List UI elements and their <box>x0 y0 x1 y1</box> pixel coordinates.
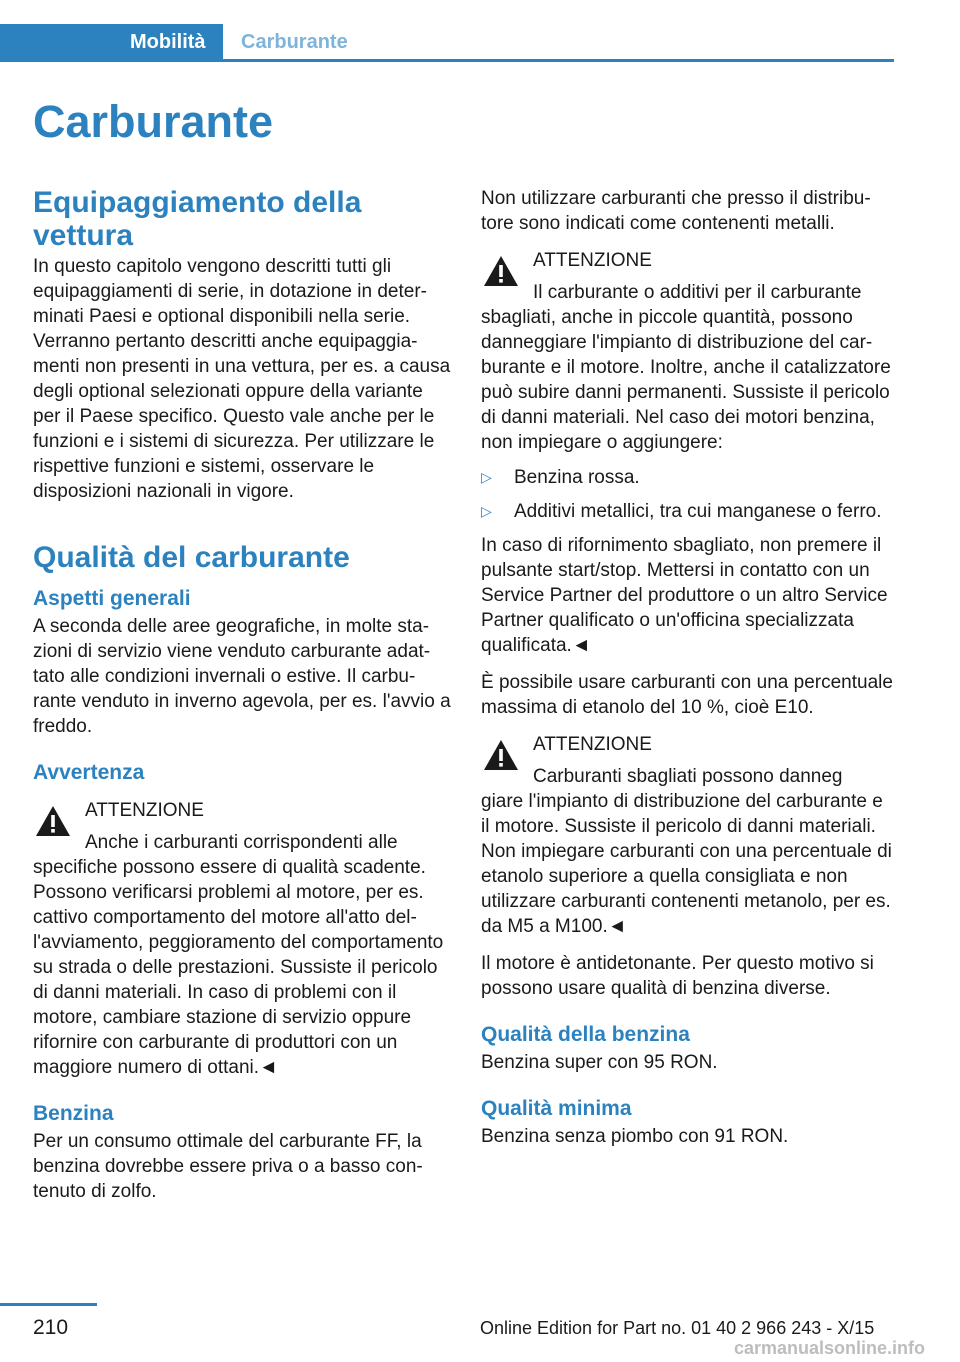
paragraph-equipaggiamento: In questo capitolo vengono descritti tutti gli equipaggiamenti di serie, in dotazione in determinati Paesi e optional disponibili nella serie. Verranno pertanto descritti anche equipaggiamenti non presenti in una vettura, per es. a causa degli optional selezionati oppure della variante per il Paese specifico. Questo vale anche per le funzioni e i sistemi di sicurezza. Per utilizzare le rispettive funzioni e sistemi, osservare le disposizioni nazionali in vigore. <box>33 256 451 502</box>
list-item-text: Additivi metallici, tra cui manganese o ferro. <box>514 501 882 522</box>
paragraph-qualita-benzina: Benzina super con 95 RON. <box>481 1052 718 1073</box>
paragraph-metalli: Non utilizzare carburanti che presso il distributore sono indicati come contenenti metalli. <box>481 188 871 234</box>
left-column <box>33 186 451 1204</box>
watermark-text: carmanualsonline.info <box>734 1338 926 1358</box>
triangle-bullet-icon: ▷ <box>481 503 492 519</box>
paragraph-aspetti-generali: A seconda delle aree geografiche, in molte stazioni di servizio viene venduto carburante adattato alle condizioni invernali o estive. Il carburante venduto in inverno agevola, per es. l'avvio a freddo. <box>33 616 451 737</box>
warning-text: specifiche possono essere di qualità scadente. Possono verificarsi problemi al motore, per es. cattivo comportamento del motore all'atto dell'avviamento, peggioramento del comportamento su strada o delle prestazioni. Sussiste il pericolo di danni materiali. In caso di problemi con il motore, cambiare stazione di servizio oppure rifornire con carburante di produttori con un maggiore numero di ottani.◄ <box>33 857 444 1078</box>
paragraph-etanolo: È possibile usare carburanti con una percentuale massima di etanolo del 10 %, cioè E10. <box>481 672 893 718</box>
page-title: Carburante <box>33 96 274 147</box>
warning-first-line: Carburanti sbagliati possono danneg <box>533 766 843 787</box>
warning-label: ATTENZIONE <box>533 734 652 755</box>
bullet-list <box>481 465 896 524</box>
heading-equipaggiamento: Equipaggiamento della vettura <box>33 186 362 252</box>
warning-label: ATTENZIONE <box>85 800 204 821</box>
heading-aspetti-generali: Aspetti generali <box>33 587 191 610</box>
heading-qualita-carburante: Qualità del carburante <box>33 541 350 574</box>
list-item <box>481 499 896 524</box>
right-column <box>481 186 896 1149</box>
list-item <box>481 465 896 490</box>
tab-mobilita[interactable]: Mobilità <box>0 24 223 60</box>
paragraph-rifornimento-sbagliato: In caso di rifornimento sbagliato, non premere il pulsante start/stop. Mettersi in contatto con un Service Partner del produttore o un altro Service Partner qualificato o un'officina specializzata qualificata.◄ <box>481 535 888 656</box>
warning-block <box>481 248 896 455</box>
warning-text: giare l'impianto di distribuzione del carburante e il motore. Sussiste il pericolo di danni materiali. Non impiegare carburanti con una percentuale di etanolo superiore a quella consigliata e non utilizzare carburanti contenenti metanolo, per es. da M5 a M100.◄ <box>481 791 892 937</box>
list-item-text: Benzina rossa. <box>514 467 640 488</box>
heading-avvertenza: Avvertenza <box>33 761 145 784</box>
warning-first-line: Il carburante o additivi per il carburante <box>533 282 862 303</box>
warning-triangle-icon <box>33 801 73 841</box>
heading-qualita-benzina: Qualità della benzina <box>481 1023 690 1046</box>
warning-label: ATTENZIONE <box>533 250 652 271</box>
paragraph-antidetonante: Il motore è antidetonante. Per questo motivo si possono usare qualità di benzina diverse. <box>481 953 874 999</box>
warning-block <box>481 732 896 939</box>
edition-text: Online Edition for Part no. 01 40 2 966 243 - X/15 <box>480 1318 875 1338</box>
warning-first-line: Anche i carburanti corrispondenti alle <box>85 832 398 853</box>
triangle-bullet-icon: ▷ <box>481 469 492 485</box>
warning-triangle-icon <box>481 251 521 291</box>
paragraph-benzina: Per un consumo ottimale del carburante FF, la benzina dovrebbe essere priva o a basso contenuto di zolfo. <box>33 1131 423 1202</box>
page-number: 210 <box>33 1316 69 1339</box>
header-bar <box>0 24 894 62</box>
heading-benzina: Benzina <box>33 1102 114 1125</box>
warning-block <box>33 798 451 1080</box>
heading-qualita-minima: Qualità minima <box>481 1097 632 1120</box>
warning-triangle-icon <box>481 735 521 775</box>
paragraph-qualita-minima: Benzina senza piombo con 91 RON. <box>481 1126 789 1147</box>
tab-carburante[interactable]: Carburante <box>241 31 348 53</box>
footer-divider <box>0 1303 97 1306</box>
warning-text: sbagliati, anche in piccole quantità, possono danneggiare l'impianto di distribuzione del carburante e il motore. Inoltre, anche il catalizzatore può subire danni permanenti. Sussiste il pericolo di danni materiali. Nel caso dei motori benzina, non impiegare o aggiungere: <box>481 307 891 453</box>
